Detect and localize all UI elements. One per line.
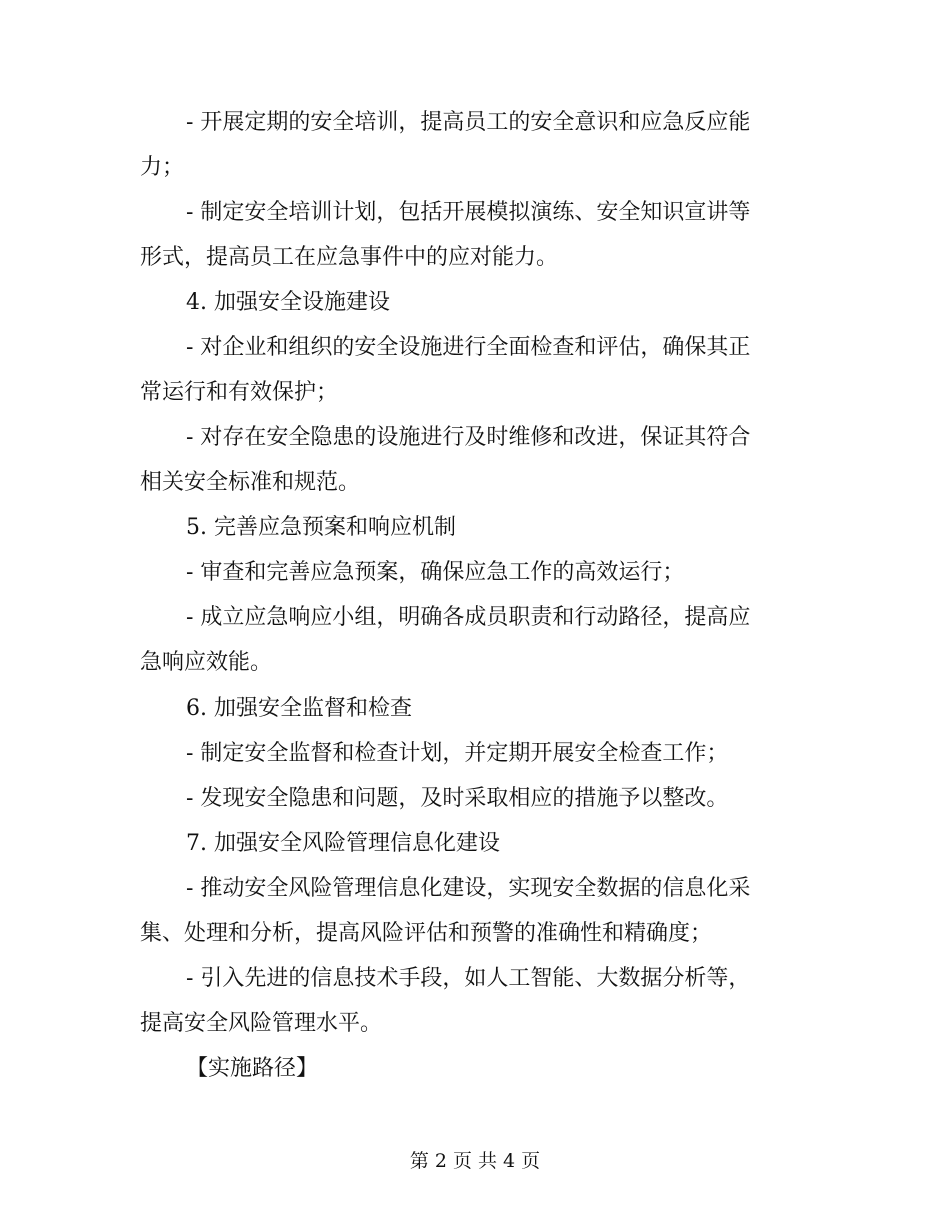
text-line: - 引入先进的信息技术手段，如人工智能、大数据分析等， [186,966,751,991]
text-line: - 开展定期的安全培训，提高员工的安全意识和应急反应能 [186,110,751,135]
text-line: - 对企业和组织的安全设施进行全面检查和评估，确保其正 [186,335,751,360]
text-line: 急响应效能。 [140,650,273,675]
text-line: 集、处理和分析，提高风险评估和预警的准确性和精确度； [140,921,713,946]
section-heading: 【实施路径】 [186,1056,319,1081]
section-heading: 7. 加强安全风险管理信息化建设 [186,831,500,856]
text-line: - 发现安全隐患和问题，及时采取相应的措施予以整改。 [186,786,729,811]
page-footer: 第 2 页 共 4 页 [409,1150,541,1172]
text-line: - 推动安全风险管理信息化建设，实现安全数据的信息化采 [186,876,751,901]
text-line: 提高安全风险管理水平。 [140,1011,383,1036]
section-heading: 4. 加强安全设施建设 [186,290,390,315]
text-line: - 对存在安全隐患的设施进行及时维修和改进，保证其符合 [186,425,751,450]
text-line: - 制定安全培训计划，包括开展模拟演练、安全知识宣讲等 [186,200,751,225]
text-line: 形式，提高员工在应急事件中的应对能力。 [140,245,559,270]
text-line: 力； [140,155,185,180]
text-line: 相关安全标准和规范。 [140,470,361,495]
text-line: - 制定安全监督和检查计划，并定期开展安全检查工作； [186,741,729,766]
section-heading: 6. 加强安全监督和检查 [186,696,412,721]
text-line: - 成立应急响应小组，明确各成员职责和行动路径，提高应 [186,605,751,630]
text-line: - 审查和完善应急预案，确保应急工作的高效运行； [186,560,685,585]
text-line: 常运行和有效保护； [140,380,339,405]
section-heading: 5. 完善应急预案和响应机制 [186,515,456,540]
